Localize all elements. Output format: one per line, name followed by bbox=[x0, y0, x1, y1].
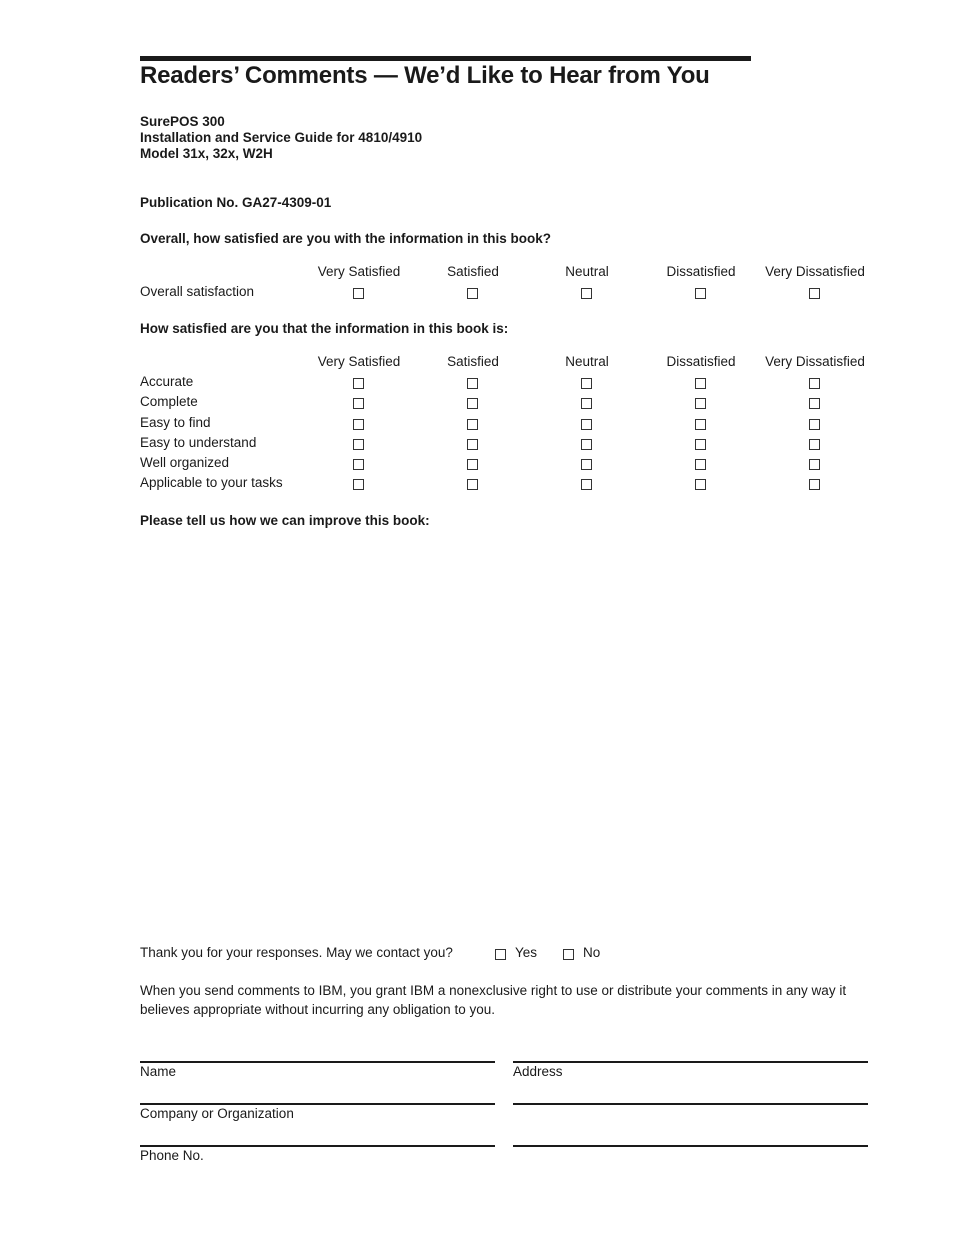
name-field-label: Name bbox=[140, 1064, 177, 1079]
easy-to-understand-very-satisfied-checkbox[interactable] bbox=[353, 439, 364, 450]
overall-satisfied-checkbox[interactable] bbox=[467, 288, 478, 299]
row-label-well-organized: Well organized bbox=[140, 455, 230, 470]
applicable-neutral-checkbox[interactable] bbox=[581, 479, 592, 490]
model-line: Model 31x, 32x, W2H bbox=[140, 146, 273, 161]
complete-dissatisfied-checkbox[interactable] bbox=[695, 398, 706, 409]
accurate-dissatisfied-checkbox[interactable] bbox=[695, 378, 706, 389]
column-very-dissatisfied: Very Dissatisfied bbox=[765, 264, 865, 279]
guide-title: Installation and Service Guide for 4810/4910 bbox=[140, 130, 423, 145]
improve-prompt: Please tell us how we can improve this book: bbox=[140, 513, 430, 528]
row-label-accurate: Accurate bbox=[140, 374, 194, 389]
column-neutral: Neutral bbox=[565, 354, 609, 369]
disclaimer-text: When you send comments to IBM, you grant IBM a nonexclusive right to use or distribute your comments in any way it believes appropriate without incurring any obligation to you. bbox=[140, 983, 847, 1017]
column-dissatisfied: Dissatisfied bbox=[666, 264, 736, 279]
phone-field-line[interactable] bbox=[140, 1145, 495, 1147]
overall-dissatisfied-checkbox[interactable] bbox=[695, 288, 706, 299]
well-organized-neutral-checkbox[interactable] bbox=[581, 459, 592, 470]
accurate-very-dissatisfied-checkbox[interactable] bbox=[809, 378, 820, 389]
complete-neutral-checkbox[interactable] bbox=[581, 398, 592, 409]
row-label-overall-satisfaction: Overall satisfaction bbox=[140, 284, 255, 299]
contact-yes-label: Yes bbox=[515, 945, 538, 960]
product-name: SurePOS 300 bbox=[140, 114, 225, 129]
info-quality-question: How satisfied are you that the information in this book is: bbox=[140, 321, 509, 336]
address-field-line[interactable] bbox=[513, 1061, 868, 1063]
complete-very-satisfied-checkbox[interactable] bbox=[353, 398, 364, 409]
contact-yes-checkbox[interactable] bbox=[495, 949, 506, 960]
row-label-complete: Complete bbox=[140, 394, 198, 409]
column-very-satisfied: Very Satisfied bbox=[317, 354, 401, 369]
contact-no-label: No bbox=[583, 945, 601, 960]
row-label-applicable-to-tasks: Applicable to your tasks bbox=[140, 475, 283, 490]
page-title: Readers’ Comments — We’d Like to Hear from You bbox=[140, 62, 710, 89]
well-organized-satisfied-checkbox[interactable] bbox=[467, 459, 478, 470]
title-rule bbox=[140, 56, 751, 61]
column-satisfied: Satisfied bbox=[447, 354, 499, 369]
column-very-satisfied: Very Satisfied bbox=[317, 264, 401, 279]
contact-question: Thank you for your responses. May we contact you? bbox=[140, 945, 453, 960]
comments-area[interactable] bbox=[140, 536, 868, 926]
well-organized-very-satisfied-checkbox[interactable] bbox=[353, 459, 364, 470]
company-field-line[interactable] bbox=[140, 1103, 495, 1105]
overall-very-dissatisfied-checkbox[interactable] bbox=[809, 288, 820, 299]
applicable-dissatisfied-checkbox[interactable] bbox=[695, 479, 706, 490]
column-very-dissatisfied: Very Dissatisfied bbox=[765, 354, 865, 369]
row-label-easy-to-understand: Easy to understand bbox=[140, 435, 257, 450]
complete-very-dissatisfied-checkbox[interactable] bbox=[809, 398, 820, 409]
easy-to-understand-very-dissatisfied-checkbox[interactable] bbox=[809, 439, 820, 450]
applicable-very-dissatisfied-checkbox[interactable] bbox=[809, 479, 820, 490]
applicable-very-satisfied-checkbox[interactable] bbox=[353, 479, 364, 490]
easy-to-understand-neutral-checkbox[interactable] bbox=[581, 439, 592, 450]
company-field-label: Company or Organization bbox=[140, 1106, 294, 1121]
column-dissatisfied: Dissatisfied bbox=[666, 354, 736, 369]
easy-to-find-satisfied-checkbox[interactable] bbox=[467, 419, 478, 430]
well-organized-very-dissatisfied-checkbox[interactable] bbox=[809, 459, 820, 470]
address-line-3[interactable] bbox=[513, 1145, 868, 1147]
easy-to-understand-satisfied-checkbox[interactable] bbox=[467, 439, 478, 450]
easy-to-find-very-satisfied-checkbox[interactable] bbox=[353, 419, 364, 430]
address-field-label: Address bbox=[513, 1064, 563, 1079]
row-label-easy-to-find: Easy to find bbox=[140, 415, 211, 430]
accurate-satisfied-checkbox[interactable] bbox=[467, 378, 478, 389]
complete-satisfied-checkbox[interactable] bbox=[467, 398, 478, 409]
easy-to-find-very-dissatisfied-checkbox[interactable] bbox=[809, 419, 820, 430]
contact-no-checkbox[interactable] bbox=[563, 949, 574, 960]
accurate-neutral-checkbox[interactable] bbox=[581, 378, 592, 389]
well-organized-dissatisfied-checkbox[interactable] bbox=[695, 459, 706, 470]
easy-to-understand-dissatisfied-checkbox[interactable] bbox=[695, 439, 706, 450]
easy-to-find-dissatisfied-checkbox[interactable] bbox=[695, 419, 706, 430]
applicable-satisfied-checkbox[interactable] bbox=[467, 479, 478, 490]
publication-number: Publication No. GA27-4309-01 bbox=[140, 195, 332, 210]
overall-neutral-checkbox[interactable] bbox=[581, 288, 592, 299]
easy-to-find-neutral-checkbox[interactable] bbox=[581, 419, 592, 430]
accurate-very-satisfied-checkbox[interactable] bbox=[353, 378, 364, 389]
address-line-2[interactable] bbox=[513, 1103, 868, 1105]
name-field-line[interactable] bbox=[140, 1061, 495, 1063]
column-satisfied: Satisfied bbox=[447, 264, 499, 279]
overall-question: Overall, how satisfied are you with the information in this book? bbox=[140, 231, 552, 246]
phone-field-label: Phone No. bbox=[140, 1148, 204, 1163]
overall-very-satisfied-checkbox[interactable] bbox=[353, 288, 364, 299]
column-neutral: Neutral bbox=[565, 264, 609, 279]
